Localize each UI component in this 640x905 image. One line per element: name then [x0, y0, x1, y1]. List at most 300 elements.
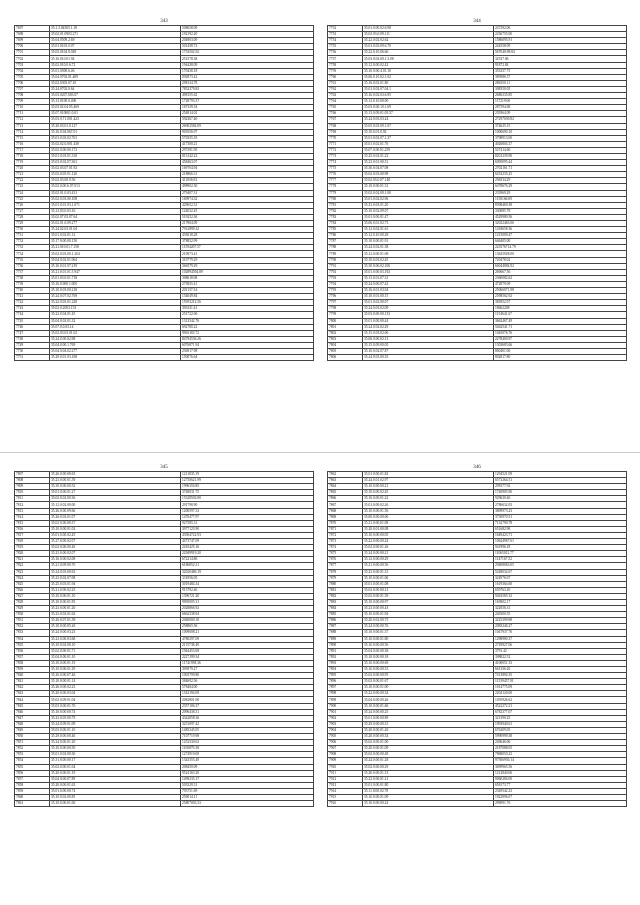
row-index-cell: 7892	[328, 654, 363, 660]
code-cell: 35.20.0.00.01.09	[363, 746, 494, 752]
code-cell: 35.02.0.00.00.95	[363, 673, 494, 679]
amount-cell: 254814.02	[181, 111, 314, 117]
amount-cell: 233969.29	[494, 190, 627, 196]
code-cell: 35.20.0.00.00.34	[363, 734, 494, 740]
amount-cell: 22949919.20	[181, 551, 314, 557]
row-index-cell: 7751	[15, 355, 50, 361]
code-cell: 35.02.0.00.00.29	[363, 764, 494, 770]
amount-cell: 4342858.36	[181, 715, 314, 721]
code-cell: 35.22.0.03.01.228	[50, 300, 181, 306]
row-index-cell: 7895	[328, 673, 363, 679]
code-cell: 35.21.0.09.00.70	[50, 563, 181, 569]
code-cell: 35.03.0.71.001.423	[50, 117, 181, 123]
code-cell: 35.16.0.00.02.08	[50, 557, 181, 563]
row-index-cell: 7714	[15, 129, 50, 135]
row-index-cell: 7770	[328, 135, 363, 141]
amount-cell: 1303683.66	[494, 342, 627, 348]
row-index-cell: 7800	[328, 318, 363, 324]
amount-cell: 1252330.02	[181, 740, 314, 746]
table-row	[328, 355, 627, 361]
code-cell: 35.16.0.00.01.22	[363, 496, 494, 502]
code-cell: 35.10.0.00.01.56	[363, 508, 494, 514]
row-index-cell: 7907	[328, 746, 363, 752]
code-cell: 35.12.0.10.00.28	[363, 233, 494, 239]
code-cell: 35.01.0.01.03.1.071	[50, 202, 181, 208]
row-index-cell: 7823	[15, 569, 50, 575]
row-index-cell: 7785	[328, 227, 363, 233]
amount-cell: 210973.41	[181, 251, 314, 257]
code-cell: 35.13.0.09.01.05.57	[363, 111, 494, 117]
code-cell: 35.24.0.00.07.42	[363, 281, 494, 287]
row-index-cell: 7786	[328, 233, 363, 239]
amount-cell: 286350.11	[494, 80, 627, 86]
code-cell: 35.02.0.02.09.1.00	[363, 190, 494, 196]
code-cell: 35.13.0100.0.406	[50, 99, 181, 105]
amount-cell: 308618.08	[181, 275, 314, 281]
amount-cell: 2729927.06	[494, 642, 627, 648]
code-cell: 35.04.0.00.07.89	[50, 776, 181, 782]
amount-cell: 247292.06	[494, 26, 627, 32]
code-cell: 35.01.0.00.03.192	[363, 269, 494, 275]
amount-cell: 15328502.80	[181, 496, 314, 502]
page-number: 343	[160, 19, 168, 24]
code-cell: 35.02.0.03.00.108	[50, 196, 181, 202]
amount-cell: 4100051.33	[494, 660, 627, 666]
row-index-cell: 7749	[15, 342, 50, 348]
row-index-cell: 7880	[328, 581, 363, 587]
row-index-cell: 7799	[328, 312, 363, 318]
row-index-cell: 7710	[15, 105, 50, 111]
row-index-cell: 7911	[328, 770, 363, 776]
row-index-cell: 7873	[328, 539, 363, 545]
code-cell: 35.10.0.00.02.45	[363, 490, 494, 496]
row-index-cell: 7916	[328, 801, 363, 807]
code-cell: 35.13.0.01.07.31	[363, 275, 494, 281]
code-cell: 35.10.0.00.01.94	[363, 612, 494, 618]
code-cell: 35.23.0.02.07.08	[50, 575, 181, 581]
row-index-cell: 7748	[15, 336, 50, 342]
amount-cell: 7132790.78	[494, 520, 627, 526]
amount-cell: 411836.92	[181, 178, 314, 184]
amount-cell: 659763.20	[494, 587, 627, 593]
amount-cell: 1728793.37	[181, 99, 314, 105]
table-row	[15, 801, 314, 807]
code-cell: 35.01.0.03.02.761	[50, 135, 181, 141]
code-cell: 35.20.0.00.01.19	[50, 770, 181, 776]
amount-cell: 1499235.17	[181, 776, 314, 782]
amount-cell: 5990999.38	[494, 734, 627, 740]
page-number: 344	[473, 19, 481, 24]
code-cell: 35.04.0.00.1.769	[50, 342, 181, 348]
row-index-cell: 7775	[328, 166, 363, 172]
code-cell: 35.03.0207.603.07	[50, 93, 181, 99]
amount-cell: 240300.55	[494, 612, 627, 618]
row-index-cell: 7860	[15, 794, 50, 800]
row-index-cell: 7745	[15, 318, 50, 324]
amount-cell: 32537.06	[494, 56, 627, 62]
amount-cell: 11065012.77	[494, 551, 627, 557]
code-cell: 35.24.0.01.02.97	[363, 478, 494, 484]
amount-cell: 1009008.21	[181, 630, 314, 636]
row-index-cell: 7728	[15, 214, 50, 220]
amount-cell: 2204120.00	[494, 691, 627, 697]
amount-cell: 29408063.05	[494, 563, 627, 569]
code-cell: 35.24.0.00.01.28	[363, 758, 494, 764]
row-index-cell: 7836	[15, 648, 50, 654]
code-cell: 35.02.02.0.001.438	[50, 141, 181, 147]
code-cell: 35.02.0.03.00.1.204	[50, 251, 181, 257]
amount-cell: 1996350.85	[181, 484, 314, 490]
code-cell: 35.24.02.03.01.04	[50, 227, 181, 233]
amount-cell: 384692.36	[181, 679, 314, 685]
amount-cell: 251578.38	[181, 56, 314, 62]
code-cell: 35.20.0.07.01.58	[50, 618, 181, 624]
amount-cell: 223576714.79	[494, 245, 627, 251]
amount-cell: 8598469.38	[494, 202, 627, 208]
row-index-cell: 7898	[328, 691, 363, 697]
row-index-cell: 7837	[15, 654, 50, 660]
row-index-cell: 7792	[328, 269, 363, 275]
row-index-cell: 7824	[15, 575, 50, 581]
row-index-cell: 7903	[328, 721, 363, 727]
amount-cell: 4529980.56	[494, 214, 627, 220]
row-index-cell: 7830	[15, 612, 50, 618]
code-cell: 35.02.03.00.9.56	[50, 178, 181, 184]
table-row	[328, 801, 627, 807]
amount-cell: 433018.28	[181, 233, 314, 239]
row-index-cell: 7887	[328, 624, 363, 630]
amount-cell: 503329.31	[181, 782, 314, 788]
code-cell: 35.01.0.02.02.96	[363, 196, 494, 202]
code-cell: 35.02.0.00.6.07.013	[50, 184, 181, 190]
row-index-cell: 7804	[328, 342, 363, 348]
table-row	[15, 355, 314, 361]
code-cell: 35.20.0.00.01.13	[363, 770, 494, 776]
amount-cell: 1211835.19	[181, 472, 314, 478]
amount-cell: 860401.06	[494, 348, 627, 354]
amount-cell: 1154641.67	[494, 312, 627, 318]
code-cell: 35.02.0.09.01.04	[50, 697, 181, 703]
code-cell: 35.02.0.00.01.39	[363, 593, 494, 599]
amount-cell: 32020486.19	[181, 569, 314, 575]
amount-cell: 11539457.01	[494, 679, 627, 685]
document-page-345	[14, 464, 314, 807]
row-index-cell: 7729	[15, 221, 50, 227]
code-cell: 35.06.0.00.02.13	[363, 336, 494, 342]
row-index-cell: 7715	[15, 135, 50, 141]
amount-cell: 308350.05	[494, 86, 627, 92]
amount-cell: 256534.29	[494, 178, 627, 184]
code-cell: 35.02.0.00.01.26	[363, 545, 494, 551]
code-cell: 35.01.0.00.01.27	[50, 490, 181, 496]
row-index-cell: 7700	[15, 44, 50, 50]
amount-cell: 3225399.88	[494, 618, 627, 624]
row-index-cell: 7815	[15, 520, 50, 526]
amount-cell: 7868050.23	[494, 752, 627, 758]
row-index-cell: 7741	[15, 294, 50, 300]
row-index-cell: 7891	[328, 648, 363, 654]
code-cell: 35.20.0.00.03.04	[50, 691, 181, 697]
code-cell: 35.01.0.02.07.04.1	[363, 86, 494, 92]
row-index-cell: 7735	[15, 257, 50, 263]
code-cell: 35.04.0.00.00.26	[363, 697, 494, 703]
code-cell: 35.01.0.00.01.08	[363, 581, 494, 587]
code-cell: 35.23.0.01.00.51	[363, 160, 494, 166]
code-cell: 35.02.010.0.6.72	[50, 62, 181, 68]
amount-cell: 1542194.09	[181, 691, 314, 697]
amount-cell: 1343355.49	[181, 758, 314, 764]
row-index-cell: 7724	[15, 190, 50, 196]
amount-cell: 319779.29	[181, 257, 314, 263]
row-index-cell: 7817	[15, 532, 50, 538]
amount-cell: 3809973.23	[494, 508, 627, 514]
amount-cell: 217804.09	[181, 221, 314, 227]
row-index-cell: 7808	[15, 478, 50, 484]
code-cell: 35.03.0.00.00.133	[363, 312, 494, 318]
amount-cell: 324976.07	[494, 575, 627, 581]
row-index-cell: 7868	[328, 508, 363, 514]
page-number: 345	[160, 465, 168, 470]
code-cell: 35.12.03.0.03.16	[50, 208, 181, 214]
amount-cell: 092873.42	[181, 74, 314, 80]
row-index-cell: 7787	[328, 239, 363, 245]
amount-cell: 279407.31	[181, 190, 314, 196]
amount-cell: 269667.56	[494, 269, 627, 275]
amount-cell: 258865.56	[181, 624, 314, 630]
amount-cell: 9963183.72	[181, 330, 314, 336]
row-index-cell: 7790	[328, 257, 363, 263]
code-cell: 35.04.0.02.01.32	[50, 318, 181, 324]
row-index-cell: 7884	[328, 606, 363, 612]
row-index-cell: 7719	[15, 160, 50, 166]
amount-cell: 527414.60	[494, 147, 627, 153]
amount-cell: 7107719.98	[181, 734, 314, 740]
amount-cell: 6478676.29	[494, 184, 627, 190]
code-cell: 35.04.0.00.00.38	[363, 648, 494, 654]
row-index-cell: 7828	[15, 599, 50, 605]
row-index-cell: 7782	[328, 208, 363, 214]
code-cell: 35.03.0104.9.049	[50, 50, 181, 56]
code-cell: 35.10.0.00.00.53	[363, 667, 494, 673]
amount-cell: 1993940.61	[494, 721, 627, 727]
code-cell: 35.24.0.00.01.20	[50, 740, 181, 746]
row-index-cell: 7768	[328, 123, 363, 129]
code-cell: 35.24.0.03.00.63	[50, 569, 181, 575]
amount-cell: 321390.25	[494, 715, 627, 721]
amount-cell: 903556.97	[181, 129, 314, 135]
code-cell: 35.02.01.0.09.277	[50, 221, 181, 227]
amount-cell: 322056.31	[494, 606, 627, 612]
code-cell: 35.02.0.00.01.71	[50, 648, 181, 654]
amount-cell: 508658.09	[181, 26, 314, 32]
row-index-cell: 7778	[328, 184, 363, 190]
amount-cell: 201137.54	[181, 288, 314, 294]
row-index-cell: 7750	[15, 348, 50, 354]
row-index-cell: 7885	[328, 612, 363, 618]
code-cell: 35.07.010001.0.01	[50, 111, 181, 117]
code-cell: 35.23.0.00.03.68	[50, 636, 181, 642]
row-index-cell: 7803	[328, 336, 363, 342]
row-index-cell: 7897	[328, 685, 363, 691]
code-cell: 35.22.0.00.00.34	[363, 691, 494, 697]
amount-cell: 353337.75	[494, 68, 627, 74]
code-cell: 35.02.0.05.01.120	[50, 172, 181, 178]
code-cell: 35.17.0.00.00.150	[50, 239, 181, 245]
row-index-cell: 7721	[15, 172, 50, 178]
code-cell: 35.10.0.00.01.14	[50, 679, 181, 685]
code-cell: 35.02.0.00.00.46	[50, 545, 181, 551]
code-cell: 35.15.0.03.02.06	[363, 330, 494, 336]
code-cell: 35.10.0.02.07.87	[363, 348, 494, 354]
row-index-cell: 7777	[328, 178, 363, 184]
row-index-cell: 7774	[328, 160, 363, 166]
code-cell: 35.23.0.02.01.62	[50, 612, 181, 618]
row-index-cell: 7814	[15, 514, 50, 520]
amount-cell: 393331.41	[181, 306, 314, 312]
row-index-cell: 7839	[15, 667, 50, 673]
row-index-cell: 7854	[15, 758, 50, 764]
code-cell: 35.24.0.09.01.09	[50, 721, 181, 727]
code-cell: 35.16.0.01.03.04	[363, 288, 494, 294]
row-index-cell: 7767	[328, 117, 363, 123]
row-index-cell: 7763	[328, 93, 363, 99]
amount-cell: 1274919.00	[181, 752, 314, 758]
amount-cell: 10624967.61	[494, 539, 627, 545]
amount-cell: 4473747.09	[181, 539, 314, 545]
amount-cell: 802817.80	[494, 355, 627, 361]
code-cell: 35.24.0.03.03.24	[363, 117, 494, 123]
amount-cell: 1294521.09	[494, 472, 627, 478]
amount-cell: 578404.00	[181, 685, 314, 691]
row-index-cell: 7816	[15, 526, 50, 532]
code-cell: 35.22.0.02.02.62	[363, 38, 494, 44]
code-cell: 35.02.0.02.00.36	[50, 496, 181, 502]
row-index-cell: 7881	[328, 587, 363, 593]
code-cell: 35.10.0.00.4.01.10	[363, 68, 494, 74]
amount-cell: 25807003.33	[181, 801, 314, 807]
row-index-cell: 7857	[15, 776, 50, 782]
row-index-cell: 7716	[15, 141, 50, 147]
amount-cell: 501458.72	[181, 44, 314, 50]
amount-cell: 13625928.00	[494, 251, 627, 257]
row-index-cell: 7852	[15, 746, 50, 752]
code-cell: 35.10.0.00.01.10	[50, 593, 181, 599]
amount-cell: 11594207.57	[181, 245, 314, 251]
code-cell: 35.26.0.00.09.66	[50, 508, 181, 514]
code-cell: 35.10.0.00.00.56	[363, 642, 494, 648]
code-cell: 35.10.0.00.01.02	[50, 526, 181, 532]
row-index-cell: 7862	[328, 472, 363, 478]
amount-cell: 3977123.90	[181, 526, 314, 532]
row-index-cell: 7870	[328, 520, 363, 526]
code-cell: 35.02.0.00.00.172	[50, 147, 181, 153]
amount-cell: 1649423.71	[494, 532, 627, 538]
row-index-cell: 7809	[15, 484, 50, 490]
row-index-cell: 7874	[328, 545, 363, 551]
row-index-cell: 7819	[15, 545, 50, 551]
code-cell: 35.02.0.00.00.48	[363, 752, 494, 758]
code-cell: 35.26.0.00.08.63	[50, 472, 181, 478]
row-index-cell: 7847	[15, 715, 50, 721]
row-index-cell: 7788	[328, 245, 363, 251]
row-index-cell: 7810	[15, 490, 50, 496]
amount-cell: 84794536.26	[181, 336, 314, 342]
code-cell: 35.12.0.02.01.61	[363, 227, 494, 233]
row-index-cell: 7827	[15, 593, 50, 599]
row-index-cell: 7812	[15, 502, 50, 508]
row-index-cell: 7756	[328, 50, 363, 56]
row-index-cell: 7734	[15, 251, 50, 257]
row-index-cell: 7886	[328, 618, 363, 624]
code-cell: 35.01.03.0.01.718	[50, 275, 181, 281]
code-cell: 35.23.0.00.01.21	[363, 776, 494, 782]
code-cell: 35.02.03.0.09.111	[363, 32, 494, 38]
row-index-cell: 7753	[328, 32, 363, 38]
code-cell: 35.01.0.00.00.89	[363, 715, 494, 721]
row-index-cell: 7859	[15, 788, 50, 794]
row-index-cell: 7821	[15, 557, 50, 563]
code-cell: 35.23.0.00.01.59	[50, 478, 181, 484]
code-cell: 35.10.0.01.00.15	[363, 294, 494, 300]
amount-cell: 9060284.00	[494, 776, 627, 782]
amount-cell: 2028866.92	[181, 606, 314, 612]
row-index-cell: 7773	[328, 153, 363, 159]
code-cell: 35.1.3.04505.1.18	[50, 26, 181, 32]
amount-cell: 15955212.56	[181, 300, 314, 306]
row-index-cell: 7832	[15, 624, 50, 630]
data-table	[327, 471, 627, 807]
document-page-344	[327, 18, 627, 361]
code-cell: 35.10.0.00.01.91	[363, 239, 494, 245]
code-cell: 35.01.0.00.01.47	[363, 214, 494, 220]
code-cell: 35.23.0.05.00.79	[50, 715, 181, 721]
code-cell: 35.10.0.02.09.07	[363, 208, 494, 214]
row-index-cell: 7798	[328, 306, 363, 312]
row-index-cell: 7718	[15, 153, 50, 159]
amount-cell: 1470477.97	[181, 514, 314, 520]
amount-cell: 2702161.71	[494, 166, 627, 172]
amount-cell: 117219.06	[494, 99, 627, 105]
code-cell: 35.01.0.02.00.07	[363, 300, 494, 306]
code-cell: 35.16.0.00.07.46	[50, 673, 181, 679]
amount-cell: 1212840.06	[494, 770, 627, 776]
code-cell: 35.10.0.02.00.85	[50, 794, 181, 800]
row-index-cell: 7703	[15, 62, 50, 68]
amount-cell: 570355.35	[181, 135, 314, 141]
row-index-cell: 7872	[328, 532, 363, 538]
row-index-cell: 7779	[328, 190, 363, 196]
row-index-cell: 7731	[15, 233, 50, 239]
code-cell: 35.10.0.00.01.00	[363, 685, 494, 691]
row-index-cell: 7888	[328, 630, 363, 636]
amount-cell: 27297039.82	[494, 117, 627, 123]
code-cell: 35.02.01.0903.271	[50, 32, 181, 38]
code-cell: 35.22.0.04.01.45	[50, 312, 181, 318]
code-cell: 35.10.0.00.00.74	[50, 709, 181, 715]
amount-cell: 1619364.60	[494, 581, 627, 587]
row-index-cell: 7709	[15, 99, 50, 105]
code-cell: 35.29.0.01.03.168	[50, 355, 181, 361]
code-cell: 35.04.0509.2.69	[50, 38, 181, 44]
amount-cell: 7852379.82	[181, 86, 314, 92]
row-index-cell: 7791	[328, 263, 363, 269]
amount-cell: 26902584.09	[181, 123, 314, 129]
code-cell: 35.26.0.02.01.07	[50, 514, 181, 520]
data-table	[327, 25, 627, 361]
row-index-cell: 7781	[328, 202, 363, 208]
code-cell: 35.01.0.03.09.6.70	[363, 44, 494, 50]
row-index-cell: 7711	[15, 111, 50, 117]
